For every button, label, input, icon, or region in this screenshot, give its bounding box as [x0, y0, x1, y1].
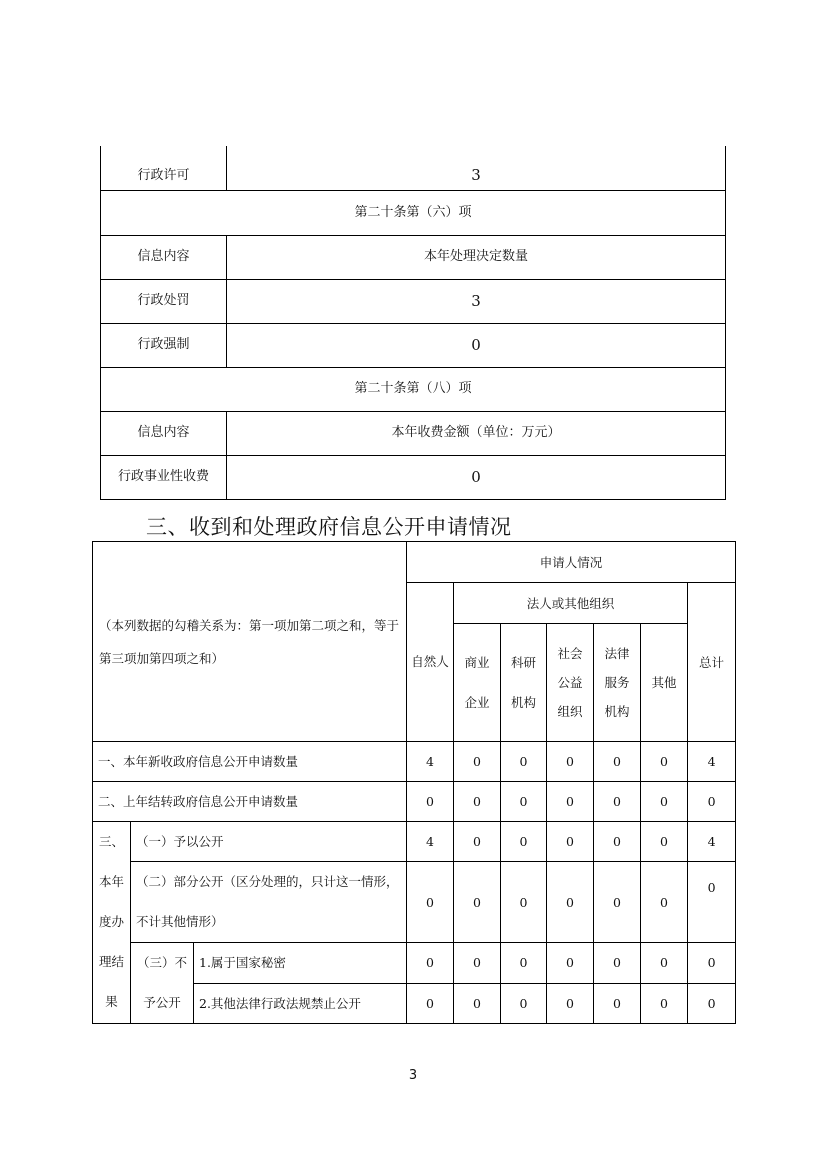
- cell: 4: [688, 822, 736, 862]
- cell: 0: [641, 943, 688, 984]
- cell: 0: [454, 782, 501, 822]
- table-row: [93, 943, 736, 984]
- cell: 4: [407, 742, 454, 782]
- row-label: 一、本年新收政府信息公开申请数量: [93, 742, 407, 782]
- table-row: [93, 862, 736, 943]
- page-number: 3: [408, 1068, 418, 1083]
- cell: 0: [407, 943, 454, 984]
- cell: 0: [547, 822, 594, 862]
- row-subgroup-label: （三）不予公开: [131, 943, 194, 1024]
- cell: 0: [501, 983, 547, 1024]
- cell: 0: [641, 983, 688, 1024]
- row-label: 2.其他法律行政法规禁止公开: [194, 983, 407, 1024]
- cell: 0: [594, 742, 641, 782]
- cell: 0: [688, 782, 736, 822]
- cell: 0: [407, 782, 454, 822]
- col-business: 商业企业: [454, 624, 501, 742]
- cell: 0: [454, 742, 501, 782]
- cell: 0: [547, 742, 594, 782]
- column-header-label: 信息内容: [101, 235, 227, 279]
- cell: 0: [594, 943, 641, 984]
- row-value: 0: [227, 323, 726, 367]
- cell: 0: [594, 782, 641, 822]
- application-stats-table: [92, 541, 736, 1024]
- row-label: 1.属于国家秘密: [194, 943, 407, 984]
- admin-actions-table: [100, 146, 726, 500]
- section-title: 三、收到和处理政府信息公开申请情况: [146, 515, 512, 539]
- cell: 0: [547, 782, 594, 822]
- col-public-welfare: 社会公益组织: [547, 624, 594, 742]
- section-heading: 第二十条第（六）项: [101, 190, 726, 235]
- table-row: [93, 742, 736, 782]
- cell: 0: [501, 862, 547, 943]
- cell: 4: [688, 742, 736, 782]
- table-row: [93, 822, 736, 862]
- cell: 0: [641, 782, 688, 822]
- cell: 0: [594, 822, 641, 862]
- col-other: 其他: [641, 624, 688, 742]
- reconciliation-note: （本列数据的勾稽关系为：第一项加第二项之和，等于第三项加第四项之和）: [93, 542, 407, 742]
- row-value: 3: [227, 146, 726, 190]
- row-label: 行政许可: [101, 146, 227, 190]
- row-label: （二）部分公开（区分处理的，只计这一情形，不计其他情形）: [131, 862, 407, 943]
- row-label: 二、上年结转政府信息公开申请数量: [93, 782, 407, 822]
- row-label: 行政处罚: [101, 279, 227, 323]
- column-header-value: 本年收费金额（单位：万元）: [227, 411, 726, 455]
- cell: 0: [547, 983, 594, 1024]
- cell: 0: [641, 822, 688, 862]
- cell: 0: [688, 943, 736, 984]
- col-total: 总计: [688, 583, 736, 742]
- cell: 0: [454, 822, 501, 862]
- col-research: 科研机构: [501, 624, 547, 742]
- cell: 0: [547, 943, 594, 984]
- row-value: 3: [227, 279, 726, 323]
- cell: 0: [688, 862, 736, 943]
- column-header-label: 信息内容: [101, 411, 227, 455]
- section-heading: 第二十条第（八）项: [101, 367, 726, 411]
- cell: 0: [501, 742, 547, 782]
- cell: 0: [454, 943, 501, 984]
- legal-entity-header: 法人或其他组织: [454, 583, 688, 624]
- cell: 0: [594, 983, 641, 1024]
- row-label: （一）予以公开: [131, 822, 407, 862]
- cell: 0: [594, 862, 641, 943]
- cell: 0: [641, 742, 688, 782]
- col-natural-person: 自然人: [407, 583, 454, 742]
- cell: 0: [501, 782, 547, 822]
- cell: 0: [407, 862, 454, 943]
- cell: 0: [547, 862, 594, 943]
- col-legal-service: 法律服务机构: [594, 624, 641, 742]
- cell: 0: [688, 983, 736, 1024]
- table-row: [93, 782, 736, 822]
- cell: 0: [641, 862, 688, 943]
- row-label: 行政事业性收费: [101, 455, 227, 499]
- applicant-header: 申请人情况: [407, 542, 736, 583]
- cell: 4: [407, 822, 454, 862]
- row-label: 行政强制: [101, 323, 227, 367]
- cell: 0: [454, 983, 501, 1024]
- cell: 0: [454, 862, 501, 943]
- cell: 0: [501, 943, 547, 984]
- row-group-label: 三、本年度办理结果: [93, 822, 131, 1024]
- row-value: 0: [227, 455, 726, 499]
- column-header-value: 本年处理决定数量: [227, 235, 726, 279]
- cell: 0: [407, 983, 454, 1024]
- cell: 0: [501, 822, 547, 862]
